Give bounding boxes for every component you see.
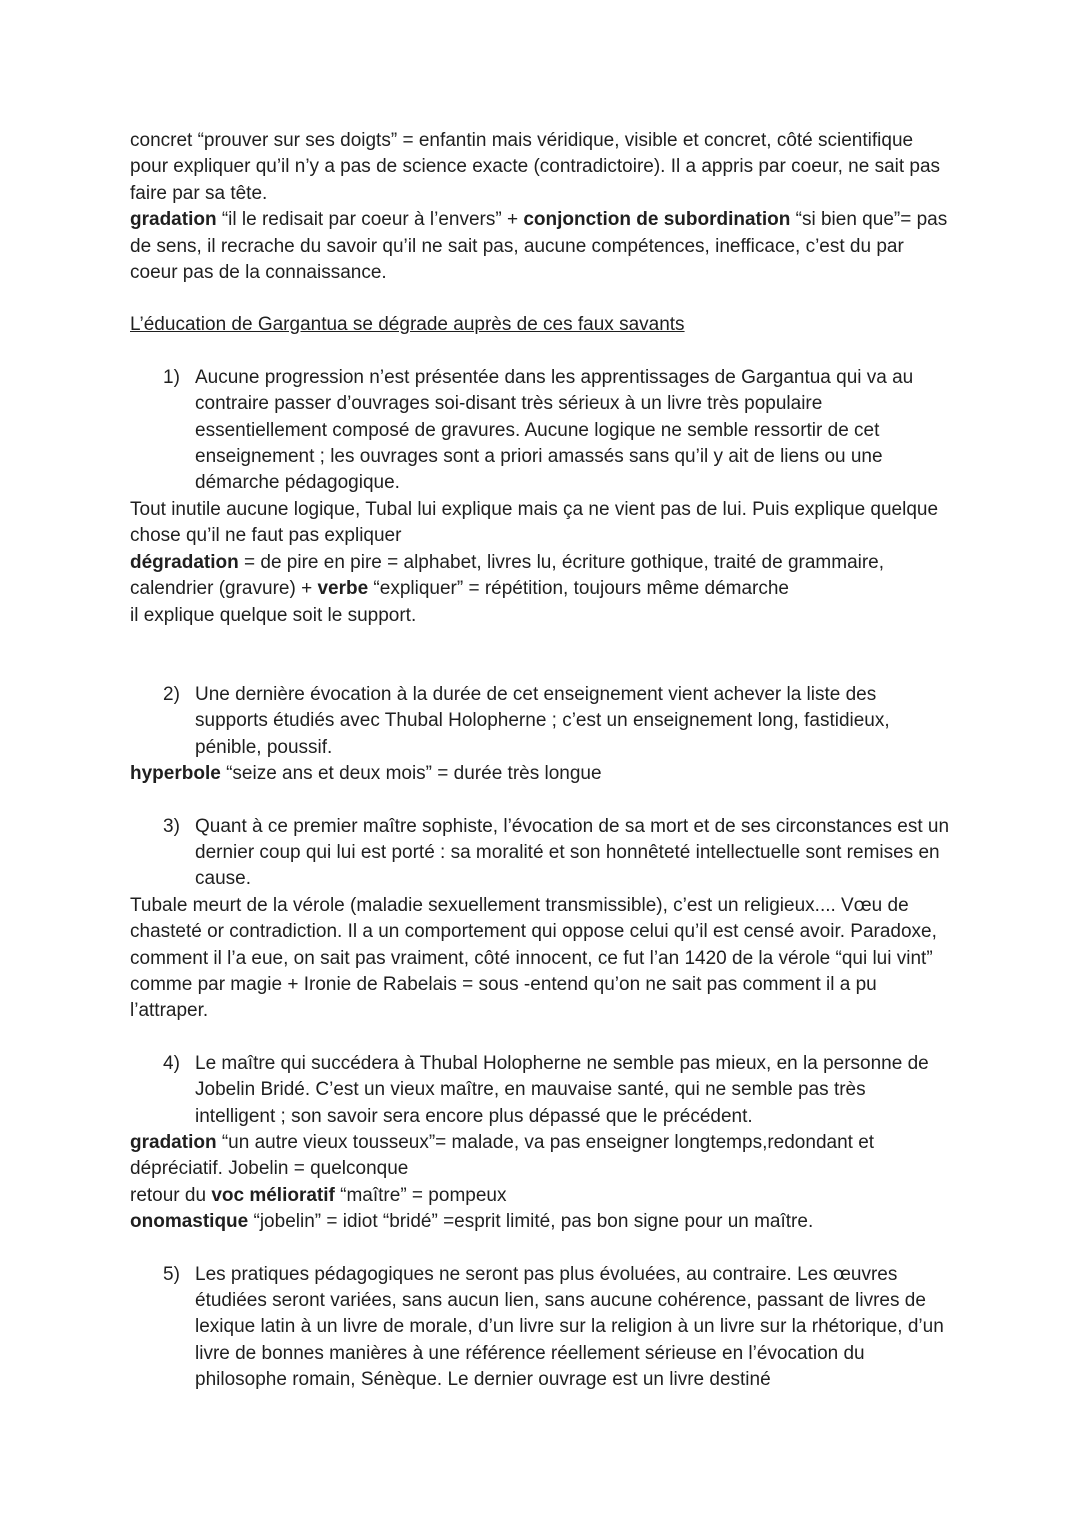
retour-text: retour du xyxy=(130,1184,212,1206)
term-voc-melioratif: voc mélioratif xyxy=(211,1184,335,1206)
list-item-2 xyxy=(163,682,950,761)
gradation-text: “il le redisait par coeur à l’envers” + xyxy=(216,209,524,231)
list-item-4 xyxy=(163,1051,950,1130)
document-body xyxy=(130,128,950,1394)
note-paragraph xyxy=(130,1183,950,1209)
onomastique-text: “jobelin” = idiot “bridé” =esprit limité, pas bon signe pour un maître. xyxy=(248,1211,814,1233)
intro-paragraph: concret “prouver sur ses doigts” = enfantin mais véridique, visible et concret, côté scientifique pour expliquer qu’il n’y a pas de science exacte (contradictoire). Il a appris par coeur, ne sait pas faire par sa tête. xyxy=(130,130,941,204)
note-paragraph xyxy=(130,1130,950,1183)
item-text: Les pratiques pédagogiques ne seront pas plus évoluées, au contraire. Les œuvres étudiées seront variées, sans aucun lien, sans aucune cohérence, passant de livres de lexique latin à un livre de morale, d’un livre sur la religion à un livre sur la rhétorique, d’un livre de bonnes manières à une référence réellement sérieuse en l’évocation du philosophe romain, Sénèque. Le dernier ouvrage est un livre destiné xyxy=(195,1263,944,1391)
degradation-text: = de pire en pire = alphabet, livres lu, écriture gothique, traité de grammaire, calendrier (gravure) + xyxy=(130,551,885,600)
verbe-text: “expliquer” = répétition, toujours même démarche xyxy=(368,578,789,600)
item-number: 3) xyxy=(163,815,180,837)
section-heading: L’éducation de Gargantua se dégrade auprès de ces faux savants xyxy=(130,314,685,336)
term-conjonction: conjonction de subordination xyxy=(523,209,791,231)
item-text: Aucune progression n’est présentée dans les apprentissages de Gargantua qui va au contraire passer d’ouvrages soi-disant très sérieux à un livre très populaire essentiellement composé de gravures. Aucune logique ne semble ressortir de cet enseignement ; les ouvrages sont a priori amassés sans qu’il y ait de liens ou une démarche pédagogique. xyxy=(195,366,914,494)
gradation-paragraph xyxy=(130,207,950,286)
term-verbe: verbe xyxy=(317,578,369,600)
item-number: 4) xyxy=(163,1052,180,1074)
note-paragraph: Tout inutile aucune logique, Tubal lui explique mais ça ne vient pas de lui. Puis explique quelque chose qu’il ne faut pas expliquer xyxy=(130,498,939,547)
term-hyperbole: hyperbole xyxy=(130,763,221,785)
list-item-5 xyxy=(163,1262,950,1394)
note-paragraph xyxy=(130,761,950,787)
list-item-3 xyxy=(163,814,950,893)
term-degradation: dégradation xyxy=(130,551,239,573)
item-number: 2) xyxy=(163,683,180,705)
conjonction-text: “si bien que”= pas de sens, il recrache du savoir qu’il ne sait pas, aucune compétences, inefficace, c’est du par coeur pas de la connaissance. xyxy=(130,209,948,284)
term-gradation: gradation xyxy=(130,1132,217,1153)
note-paragraph: Tubale meurt de la vérole (maladie sexuellement transmissible), c’est un religieux.... Vœu de chasteté or contradiction. Il a un comportement qui oppose celui qu’il est censé avoir. Paradoxe, comment il l’a eue, on sait pas vraiment, côté innocent, ce fut l’an 1420 de la vérole “qui lui vint” comme par magie + Ironie de Rabelais = sous -entend qu’on ne sait pas comment il a pu l’attraper. xyxy=(130,894,937,1022)
item-number: 5) xyxy=(163,1263,180,1285)
gradation-text: “un autre vieux tousseux”= malade, va pas enseigner longtemps,redondant et dépréciatif. Jobelin = quelconque xyxy=(130,1132,875,1180)
note-paragraph xyxy=(130,550,950,603)
item-number: 1) xyxy=(163,366,180,388)
voc-text: “maître” = pompeux xyxy=(334,1184,507,1206)
term-gradation: gradation xyxy=(130,209,217,231)
note-paragraph: il explique quelque soit le support. xyxy=(130,604,417,626)
item-text: Quant à ce premier maître sophiste, l’évocation de sa mort et de ses circonstances est un dernier coup qui lui est porté : sa moralité et son honnêteté intellectuelle sont remises en cause. xyxy=(195,815,950,890)
term-onomastique: onomastique xyxy=(130,1211,249,1233)
item-text: Une dernière évocation à la durée de cet enseignement vient achever la liste des supports étudiés avec Thubal Holopherne ; c’est un enseignement long, fastidieux, pénible, poussif. xyxy=(195,683,890,758)
item-text: Le maître qui succédera à Thubal Holopherne ne semble pas mieux, en la personne de Jobelin Bridé. C’est un vieux maître, en mauvaise santé, qui ne semble pas très intelligent ; son savoir sera encore plus dépassé que le précédent. xyxy=(195,1052,929,1127)
hyperbole-text: “seize ans et deux mois” = durée très longue xyxy=(220,763,602,785)
list-item-1 xyxy=(163,365,950,497)
note-paragraph xyxy=(130,1209,950,1235)
